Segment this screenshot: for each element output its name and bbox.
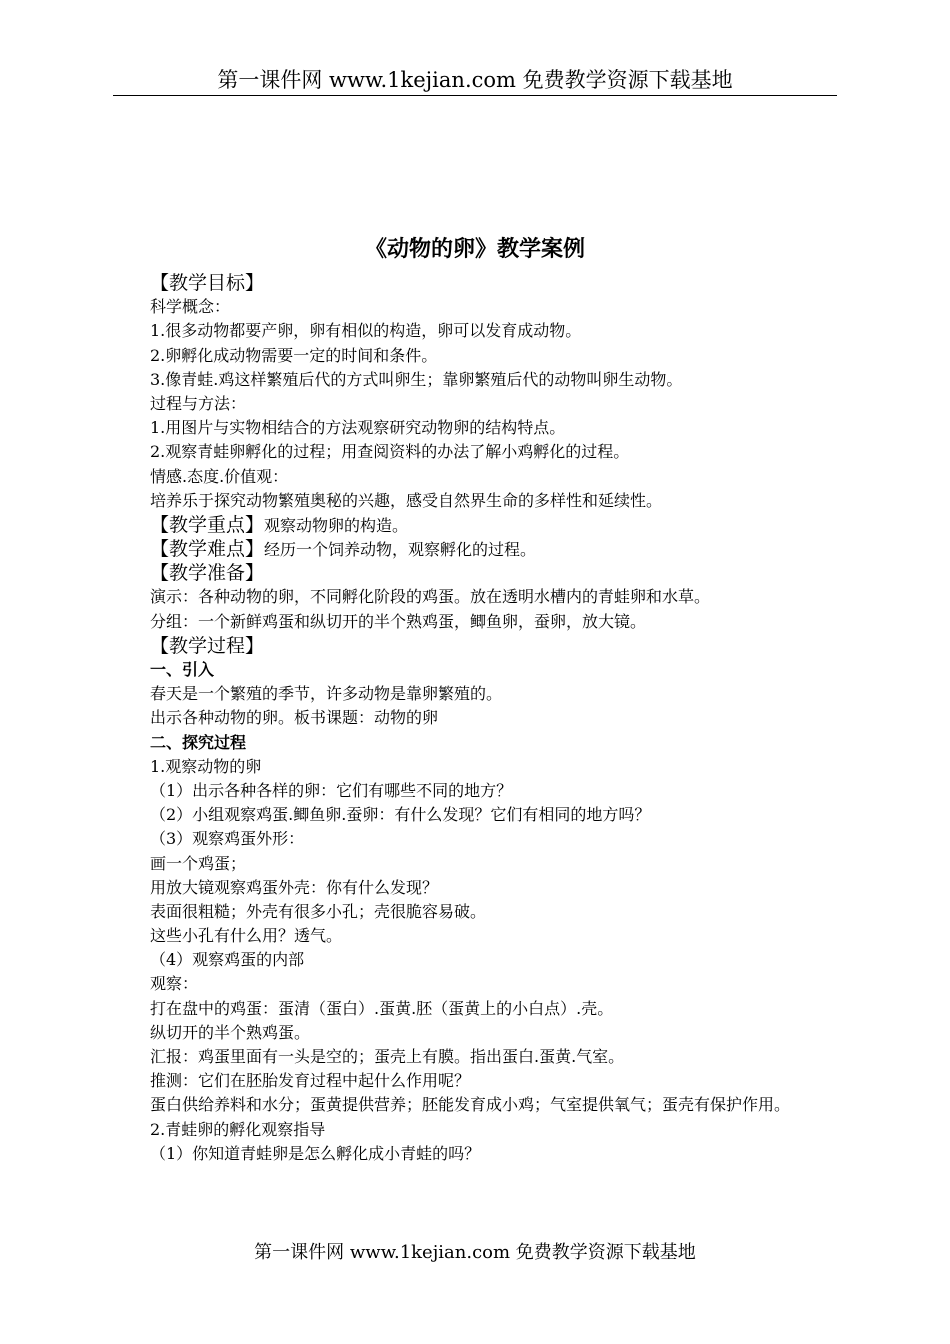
- observe-step: 这些小孔有什么用？透气。: [150, 926, 343, 946]
- goal-heading: 【教学目标】: [150, 272, 265, 294]
- concept-item: 2.卵孵化成动物需要一定的时间和条件。: [150, 345, 438, 365]
- process-item: 2.观察青蛙卵孵化的过程；用查阅资料的办法了解小鸡孵化的过程。: [150, 442, 630, 462]
- observe-step: 纵切开的半个熟鸡蛋。: [150, 1022, 311, 1042]
- difficulty-text: 经历一个饲养动物，观察孵化的过程。: [264, 540, 537, 560]
- observe-question: （1）出示各种各样的卵：它们有哪些不同的地方？: [150, 780, 513, 800]
- header-divider: [113, 95, 837, 96]
- observe-question: （2）小组观察鸡蛋.鲫鱼卵.蚕卵：有什么发现？它们有相同的地方吗？: [150, 805, 651, 825]
- key-point-text: 观察动物卵的构造。: [264, 515, 409, 535]
- observe-step: 用放大镜观察鸡蛋外壳：你有什么发现？: [150, 877, 439, 897]
- guess-text: 推测：它们在胚胎发育过程中起什么作用呢？: [150, 1071, 471, 1091]
- frog-heading: 2.青蛙卵的孵化观察指导: [150, 1119, 326, 1139]
- science-concept-label: 科学概念：: [150, 297, 231, 317]
- page-header: 第一课件网 www.1kejian.com 免费教学资源下载基地: [217, 68, 733, 92]
- intro-paragraph: 出示各种动物的卵。板书课题：动物的卵: [150, 708, 439, 728]
- prep-group: 分组：一个新鲜鸡蛋和纵切开的半个熟鸡蛋，鲫鱼卵，蚕卵，放大镜。: [150, 611, 647, 631]
- frog-question: （1）你知道青蛙卵是怎么孵化成小青蛙的吗？: [150, 1143, 481, 1163]
- attitude-label: 情感.态度.价值观：: [150, 466, 289, 486]
- observe-step: 表面很粗糙；外壳有很多小孔；壳很脆容易破。: [150, 901, 487, 921]
- process-method-label: 过程与方法：: [150, 393, 247, 413]
- process-item: 1.用图片与实物相结合的方法观察研究动物卵的结构特点。: [150, 418, 566, 438]
- process-heading: 【教学过程】: [150, 634, 265, 657]
- function-paragraph: 蛋白供给养料和水分；蛋黄提供营养；胚能发育成小鸡；气室提供氧气；蛋壳有保护作用。: [150, 1095, 791, 1115]
- concept-item: 1.很多动物都要产卵，卵有相似的构造，卵可以发育成动物。: [150, 321, 582, 341]
- key-point-heading: 【教学重点】: [150, 513, 265, 536]
- prep-heading: 【教学准备】: [150, 562, 265, 585]
- key-point-line: [113, 513, 837, 537]
- difficulty-heading: 【教学难点】: [150, 538, 265, 561]
- prep-demo: 演示：各种动物的卵，不同孵化阶段的鸡蛋。放在透明水槽内的青蛙卵和水草。: [150, 587, 711, 607]
- observe-question: （4）观察鸡蛋的内部: [150, 950, 305, 970]
- observe-question: （3）观察鸡蛋外形：: [150, 829, 305, 849]
- observe-step: 打在盘中的鸡蛋：蛋清（蛋白）.蛋黄.胚（蛋黄上的小白点）.壳。: [150, 998, 614, 1018]
- intro-heading: 一、引入: [150, 660, 215, 679]
- report-text: 汇报：鸡蛋里面有一头是空的；蛋壳上有膜。指出蛋白.蛋黄.气室。: [150, 1047, 625, 1066]
- observe-heading: 1.观察动物的卵: [150, 756, 262, 776]
- attitude-text: 培养乐于探究动物繁殖奥秘的兴趣，感受自然界生命的多样性和延续性。: [150, 490, 663, 510]
- concept-item: 3.像青蛙.鸡这样繁殖后代的方式叫卵生；靠卵繁殖后代的动物叫卵生动物。: [150, 369, 683, 389]
- difficulty-line: [113, 537, 837, 561]
- observe-label: 观察：: [150, 974, 199, 994]
- page-footer: 第一课件网 www.1kejian.com 免费教学资源下载基地: [254, 1242, 696, 1263]
- observe-step: 画一个鸡蛋；: [150, 853, 247, 873]
- explore-heading: 二、探究过程: [150, 732, 247, 752]
- document-title: 《动物的卵》教学案例: [364, 236, 585, 262]
- document-body: [113, 271, 837, 1166]
- intro-paragraph: 春天是一个繁殖的季节，许多动物是靠卵繁殖的。: [150, 684, 503, 704]
